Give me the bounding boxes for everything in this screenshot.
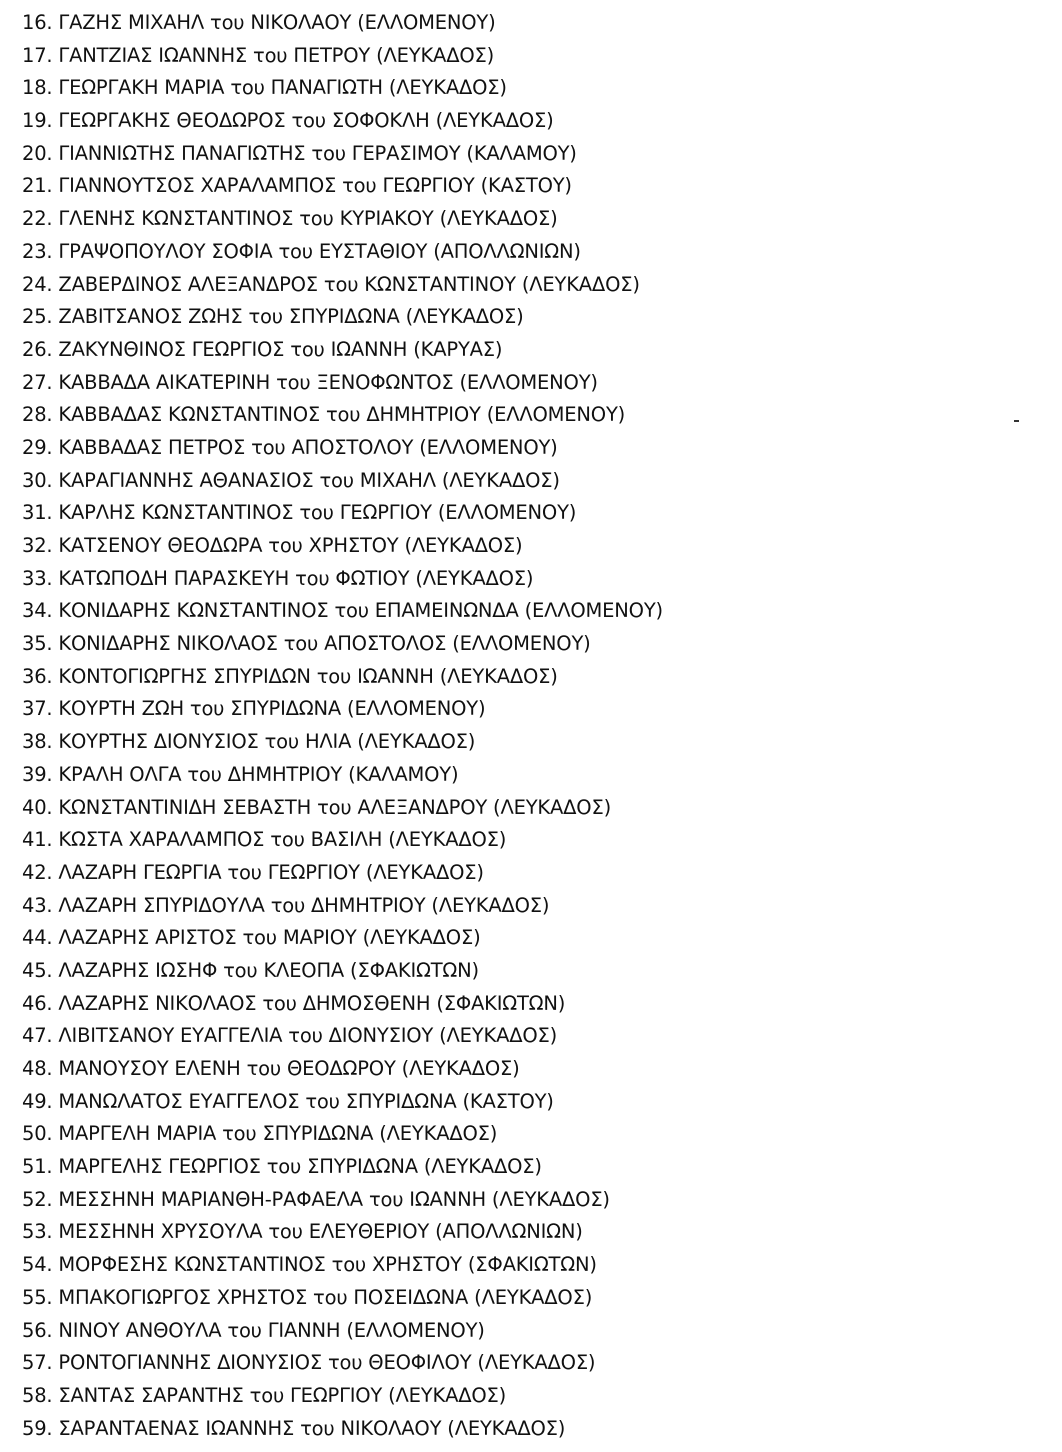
list-item: 46. ΛΑΖΑΡΗΣ ΝΙΚΟΛΑΟΣ του ΔΗΜΟΣΘΕΝΗ (ΣΦΑΚΙΩΤΩΝ) xyxy=(22,991,566,1015)
stray-dash-mark xyxy=(1014,420,1019,422)
list-item: 18. ΓΕΩΡΓΑΚΗ ΜΑΡΙΑ του ΠΑΝΑΓΙΩΤΗ (ΛΕΥΚΑΔΟΣ) xyxy=(22,76,507,100)
list-item: 17. ΓΑΝΤΖΙΑΣ ΙΩΑΝΝΗΣ του ΠΕΤΡΟΥ (ΛΕΥΚΑΔΟΣ) xyxy=(22,43,495,67)
list-item: 21. ΓΙΑΝΝΟΥΤΣΟΣ ΧΑΡΑΛΑΜΠΟΣ του ΓΕΩΡΓΙΟΥ (ΚΑΣΤΟΥ) xyxy=(22,174,572,198)
list-item: 34. ΚΟΝΙΔΑΡΗΣ ΚΩΝΣΤΑΝΤΙΝΟΣ του ΕΠΑΜΕΙΝΩΝΔΑ (ΕΛΛΟΜΕΝΟΥ) xyxy=(22,599,663,623)
list-item: 47. ΛΙΒΙΤΣΑΝΟΥ ΕΥΑΓΓΕΛΙΑ του ΔΙΟΝΥΣΙΟΥ (ΛΕΥΚΑΔΟΣ) xyxy=(22,1024,558,1048)
list-item: 48. ΜΑΝΟΥΣΟΥ ΕΛΕΝΗ του ΘΕΟΔΩΡΟΥ (ΛΕΥΚΑΔΟΣ) xyxy=(22,1057,520,1080)
list-item: 16. ΓΑΖΗΣ ΜΙΧΑΗΛ του ΝΙΚΟΛΑΟΥ (ΕΛΛΟΜΕΝΟΥ) xyxy=(22,11,496,34)
list-item: 42. ΛΑΖΑΡΗ ΓΕΩΡΓΙΑ του ΓΕΩΡΓΙΟΥ (ΛΕΥΚΑΔΟΣ) xyxy=(22,860,484,884)
list-item: 57. ΡΟΝΤΟΓΙΑΝΝΗΣ ΔΙΟΝΥΣΙΟΣ του ΘΕΟΦΙΛΟΥ (ΛΕΥΚΑΔΟΣ) xyxy=(22,1351,596,1375)
list-item: 28. ΚΑΒΒΑΔΑΣ ΚΩΝΣΤΑΝΤΙΝΟΣ του ΔΗΜΗΤΡΙΟΥ (ΕΛΛΟΜΕΝΟΥ) xyxy=(22,403,626,427)
name-list xyxy=(22,7,663,1445)
list-item: 32. ΚΑΤΣΕΝΟΥ ΘΕΟΔΩΡΑ του ΧΡΗΣΤΟΥ (ΛΕΥΚΑΔΟΣ) xyxy=(22,534,523,557)
list-item: 58. ΣΑΝΤΑΣ ΣΑΡΑΝΤΗΣ του ΓΕΩΡΓΙΟΥ (ΛΕΥΚΑΔΟΣ) xyxy=(22,1383,507,1407)
list-item: 49. ΜΑΝΩΛΑΤΟΣ ΕΥΑΓΓΕΛΟΣ του ΣΠΥΡΙΔΩΝΑ (ΚΑΣΤΟΥ) xyxy=(22,1089,554,1113)
list-item: 30. ΚΑΡΑΓΙΑΝΝΗΣ ΑΘΑΝΑΣΙΟΣ του ΜΙΧΑΗΛ (ΛΕΥΚΑΔΟΣ) xyxy=(22,468,560,492)
list-item: 39. ΚΡΑΛΗ ΟΛΓΑ του ΔΗΜΗΤΡΙΟΥ (ΚΑΛΑΜΟΥ) xyxy=(22,762,459,786)
list-item: 54. ΜΟΡΦΕΣΗΣ ΚΩΝΣΤΑΝΤΙΝΟΣ του ΧΡΗΣΤΟΥ (ΣΦΑΚΙΩΤΩΝ) xyxy=(22,1253,597,1277)
list-item: 36. ΚΟΝΤΟΓΙΩΡΓΗΣ ΣΠΥΡΙΔΩΝ του ΙΩΑΝΝΗ (ΛΕΥΚΑΔΟΣ) xyxy=(22,664,558,688)
list-item: 55. ΜΠΑΚΟΓΙΩΡΓΟΣ ΧΡΗΣΤΟΣ του ΠΟΣΕΙΔΩΝΑ (ΛΕΥΚΑΔΟΣ) xyxy=(22,1285,593,1309)
list-item: 25. ΖΑΒΙΤΣΑΝΟΣ ΖΩΗΣ του ΣΠΥΡΙΔΩΝΑ (ΛΕΥΚΑΔΟΣ) xyxy=(22,305,524,329)
list-item: 27. ΚΑΒΒΑΔΑ ΑΙΚΑΤΕΡΙΝΗ του ΞΕΝΟΦΩΝΤΟΣ (ΕΛΛΟΜΕΝΟΥ) xyxy=(22,370,598,394)
list-item: 53. ΜΕΣΣΗΝΗ ΧΡΥΣΟΥΛΑ του ΕΛΕΥΘΕΡΙΟΥ (ΑΠΟΛΛΩΝΙΩΝ) xyxy=(22,1220,583,1244)
list-item: 33. ΚΑΤΩΠΟΔΗ ΠΑΡΑΣΚΕΥΗ του ΦΩΤΙΟΥ (ΛΕΥΚΑΔΟΣ) xyxy=(22,566,534,590)
list-item: 22. ΓΛΕΝΗΣ ΚΩΝΣΤΑΝΤΙΝΟΣ του ΚΥΡΙΑΚΟΥ (ΛΕΥΚΑΔΟΣ) xyxy=(22,207,558,231)
list-item: 23. ΓΡΑΨΟΠΟΥΛΟΥ ΣΟΦΙΑ του ΕΥΣΤΑΘΙΟΥ (ΑΠΟΛΛΩΝΙΩΝ) xyxy=(22,239,581,263)
list-item: 56. ΝΙΝΟΥ ΑΝΘΟΥΛΑ του ΓΙΑΝΝΗ (ΕΛΛΟΜΕΝΟΥ) xyxy=(22,1318,485,1342)
list-item: 38. ΚΟΥΡΤΗΣ ΔΙΟΝΥΣΙΟΣ του ΗΛΙΑ (ΛΕΥΚΑΔΟΣ) xyxy=(22,730,476,754)
list-item: 35. ΚΟΝΙΔΑΡΗΣ ΝΙΚΟΛΑΟΣ του ΑΠΟΣΤΟΛΟΣ (ΕΛΛΟΜΕΝΟΥ) xyxy=(22,632,591,656)
list-item: 19. ΓΕΩΡΓΑΚΗΣ ΘΕΟΔΩΡΟΣ του ΣΟΦΟΚΛΗ (ΛΕΥΚΑΔΟΣ) xyxy=(22,109,554,133)
list-item: 59. ΣΑΡΑΝΤΑΕΝΑΣ ΙΩΑΝΝΗΣ του ΝΙΚΟΛΑΟΥ (ΛΕΥΚΑΔΟΣ) xyxy=(22,1416,566,1440)
list-item: 43. ΛΑΖΑΡΗ ΣΠΥΡΙΔΟΥΛΑ του ΔΗΜΗΤΡΙΟΥ (ΛΕΥΚΑΔΟΣ) xyxy=(22,893,550,917)
list-item: 50. ΜΑΡΓΕΛΗ ΜΑΡΙΑ του ΣΠΥΡΙΔΩΝΑ (ΛΕΥΚΑΔΟΣ) xyxy=(22,1122,498,1146)
list-item: 41. ΚΩΣΤΑ ΧΑΡΑΛΑΜΠΟΣ του ΒΑΣΙΛΗ (ΛΕΥΚΑΔΟΣ) xyxy=(22,828,507,852)
list-item: 24. ΖΑΒΕΡΔΙΝΟΣ ΑΛΕΞΑΝΔΡΟΣ του ΚΩΝΣΤΑΝΤΙΝΟΥ (ΛΕΥΚΑΔΟΣ) xyxy=(22,272,640,296)
list-item: 45. ΛΑΖΑΡΗΣ ΙΩΣΗΦ του ΚΛΕΟΠΑ (ΣΦΑΚΙΩΤΩΝ) xyxy=(22,958,479,982)
list-item: 20. ΓΙΑΝΝΙΩΤΗΣ ΠΑΝΑΓΙΩΤΗΣ του ΓΕΡΑΣΙΜΟΥ (ΚΑΛΑΜΟΥ) xyxy=(22,141,577,165)
list-item: 31. ΚΑΡΛΗΣ ΚΩΝΣΤΑΝΤΙΝΟΣ του ΓΕΩΡΓΙΟΥ (ΕΛΛΟΜΕΝΟΥ) xyxy=(22,501,577,525)
list-item: 26. ΖΑΚΥΝΘΙΝΟΣ ΓΕΩΡΓΙΟΣ του ΙΩΑΝΝΗ (ΚΑΡΥΑΣ) xyxy=(22,337,503,361)
list-item: 51. ΜΑΡΓΕΛΗΣ ΓΕΩΡΓΙΟΣ του ΣΠΥΡΙΔΩΝΑ (ΛΕΥΚΑΔΟΣ) xyxy=(22,1155,542,1179)
list-item: 52. ΜΕΣΣΗΝΗ ΜΑΡΙΑΝΘΗ-ΡΑΦΑΕΛΑ του ΙΩΑΝΝΗ (ΛΕΥΚΑΔΟΣ) xyxy=(22,1187,610,1211)
list-item: 37. ΚΟΥΡΤΗ ΖΩΗ του ΣΠΥΡΙΔΩΝΑ (ΕΛΛΟΜΕΝΟΥ) xyxy=(22,697,486,721)
list-item: 29. ΚΑΒΒΑΔΑΣ ΠΕΤΡΟΣ του ΑΠΟΣΤΟΛΟΥ (ΕΛΛΟΜΕΝΟΥ) xyxy=(22,435,558,459)
list-item: 40. ΚΩΝΣΤΑΝΤΙΝΙΔΗ ΣΕΒΑΣΤΗ του ΑΛΕΞΑΝΔΡΟΥ (ΛΕΥΚΑΔΟΣ) xyxy=(22,795,611,819)
list-item: 44. ΛΑΖΑΡΗΣ ΑΡΙΣΤΟΣ του ΜΑΡΙΟΥ (ΛΕΥΚΑΔΟΣ) xyxy=(22,926,481,950)
